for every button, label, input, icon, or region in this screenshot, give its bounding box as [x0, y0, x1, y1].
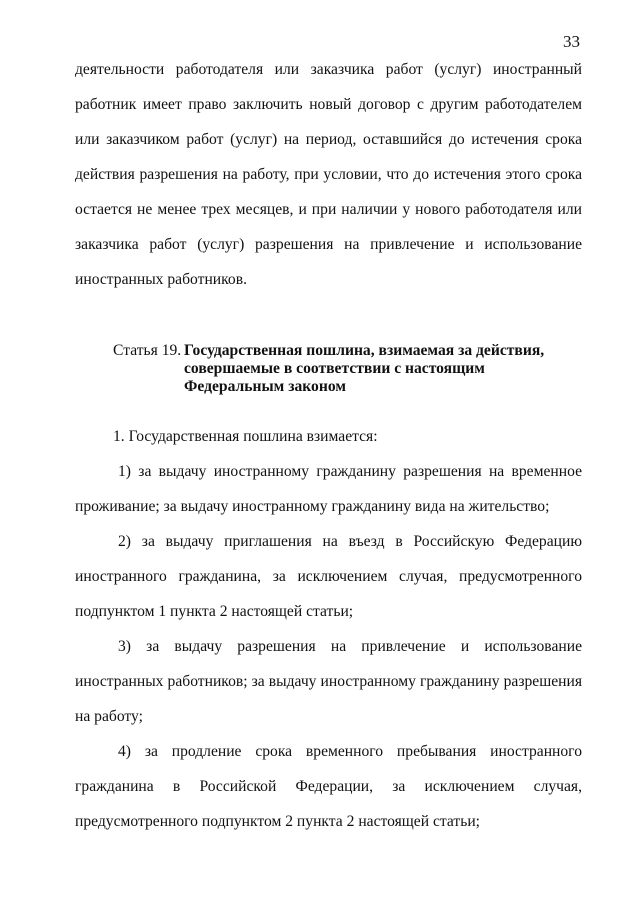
item-line: 4) за продление срока временного пребывания иностранного	[118, 743, 582, 760]
article-title-line: Государственная пошлина, взимаемая за действия,	[184, 342, 545, 359]
item-line: 2) за выдачу приглашения на въезд в Российскую Федерацию	[118, 533, 582, 550]
item-line: 1) за выдачу иностранному гражданину разрешения на временное	[118, 463, 582, 480]
clause-heading: 1. Государственная пошлина взимается:	[113, 428, 378, 445]
item-line: иностранного гражданина, за исключением случая, предусмотренного	[75, 568, 582, 585]
item-line: иностранных работников; за выдачу иностранному гражданину разрешения	[75, 673, 582, 690]
paragraph-line: остается не менее трех месяцев, и при наличии у нового работодателя или	[75, 201, 582, 218]
article-title-line: совершаемые в соответствии с настоящим	[184, 360, 485, 377]
paragraph-line: иностранных работников.	[75, 271, 247, 288]
article-label: Статья 19.	[113, 342, 182, 359]
paragraph-line: или заказчиком работ (услуг) на период, оставшийся до истечения срока	[75, 131, 582, 148]
paragraph-line: заказчика работ (услуг) разрешения на привлечение и использование	[75, 236, 582, 253]
paragraph-line: работник имеет право заключить новый договор с другим работодателем	[75, 96, 582, 113]
item-line: предусмотренного подпунктом 2 пункта 2 настоящей статьи;	[75, 813, 481, 830]
item-line: подпунктом 1 пункта 2 настоящей статьи;	[75, 603, 354, 620]
page-number: 33	[563, 32, 580, 51]
paragraph-line: деятельности работодателя или заказчика работ (услуг) иностранный	[75, 61, 582, 78]
article-title-line: Федеральным законом	[184, 378, 346, 395]
item-line: гражданина в Российской Федерации, за исключением случая,	[75, 778, 582, 795]
paragraph-line: действия разрешения на работу, при условии, что до истечения этого срока	[75, 166, 582, 183]
item-line: 3) за выдачу разрешения на привлечение и использование	[118, 638, 582, 655]
item-line: проживание; за выдачу иностранному гражданину вида на жительство;	[75, 498, 550, 515]
item-line: на работу;	[75, 708, 143, 725]
